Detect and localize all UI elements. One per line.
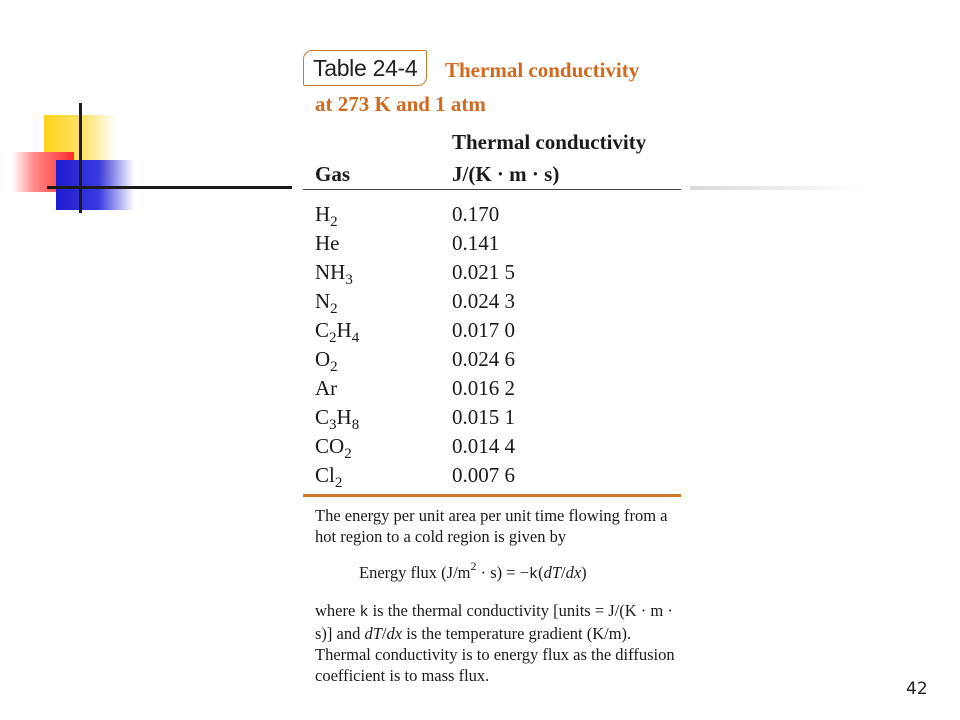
table-caption <box>303 50 681 90</box>
table-row <box>315 374 681 403</box>
header-conductivity-units: J/(K · m · s) <box>452 162 560 186</box>
conductivity-cell: 0.024 3 <box>452 289 515 313</box>
thermal-conductivity-table-figure <box>303 50 681 685</box>
header-rule <box>303 189 681 190</box>
table-row <box>315 461 681 490</box>
conductivity-cell: 0.017 0 <box>452 318 515 342</box>
table-row <box>315 287 681 316</box>
decorative-vertical-line <box>79 103 82 213</box>
energy-flux-formula: Energy flux $(J/m^2 \cdot s) = -k(dT/dx)$ <box>359 559 587 583</box>
gas-cell: $C_2H_4$ <box>315 318 360 346</box>
gas-cell: $CO_2$ <box>315 434 352 462</box>
conductivity-cell: 0.141 <box>452 231 500 255</box>
gas-cell: $Cl_2$ <box>315 463 343 491</box>
table-row <box>315 432 681 461</box>
page-number: 42 <box>906 679 928 699</box>
conductivity-cell: 0.021 5 <box>452 260 515 284</box>
table-row <box>315 403 681 432</box>
decorative-blue-square <box>56 160 134 210</box>
header-gas: Gas <box>315 162 351 186</box>
table-footer-rule <box>303 494 681 497</box>
caption-title-line2: at 273 K and 1 atm <box>315 92 486 116</box>
conductivity-cell: 0.015 1 <box>452 405 515 429</box>
conductivity-cell: 0.024 6 <box>452 347 515 371</box>
table-row <box>315 229 681 258</box>
conductivity-cell: 0.016 2 <box>452 376 515 400</box>
gas-cell: $NH_3$ <box>315 260 353 288</box>
decorative-fade-line <box>690 186 865 190</box>
gas-cell: Ar <box>315 376 338 400</box>
table-row <box>315 345 681 374</box>
conductivity-cell: 0.014 4 <box>452 434 515 458</box>
gas-cell: $C_3H_8$ <box>315 405 360 433</box>
caption-title-line1: Thermal conductivity <box>445 58 640 82</box>
conductivity-cell: 0.170 <box>452 202 500 226</box>
footnote-explanation: where k is the thermal conductivity [units = J/(K · m · s)] and dT/dx is the temperature gradient (K/m). Thermal conductivity is to energy flux as the diffusion coefficient is to mass flux. <box>315 601 675 685</box>
table-row <box>315 258 681 287</box>
table-row <box>315 200 681 229</box>
header-conductivity: Thermal conductivity <box>452 130 647 154</box>
gas-cell: $N_2$ <box>315 289 338 317</box>
footnote-intro: The energy per unit area per unit time flowing from a hot region to a cold region is given by <box>315 506 668 546</box>
conductivity-cell: 0.007 6 <box>452 463 515 487</box>
table-body <box>315 200 681 490</box>
gas-cell: $H_2$ <box>315 202 338 230</box>
gas-cell: He <box>315 231 340 255</box>
table-row <box>315 316 681 345</box>
table-number-tag: Table 24-4 <box>303 50 427 86</box>
decorative-horizontal-line <box>47 186 292 189</box>
gas-cell: $O_2$ <box>315 347 338 375</box>
